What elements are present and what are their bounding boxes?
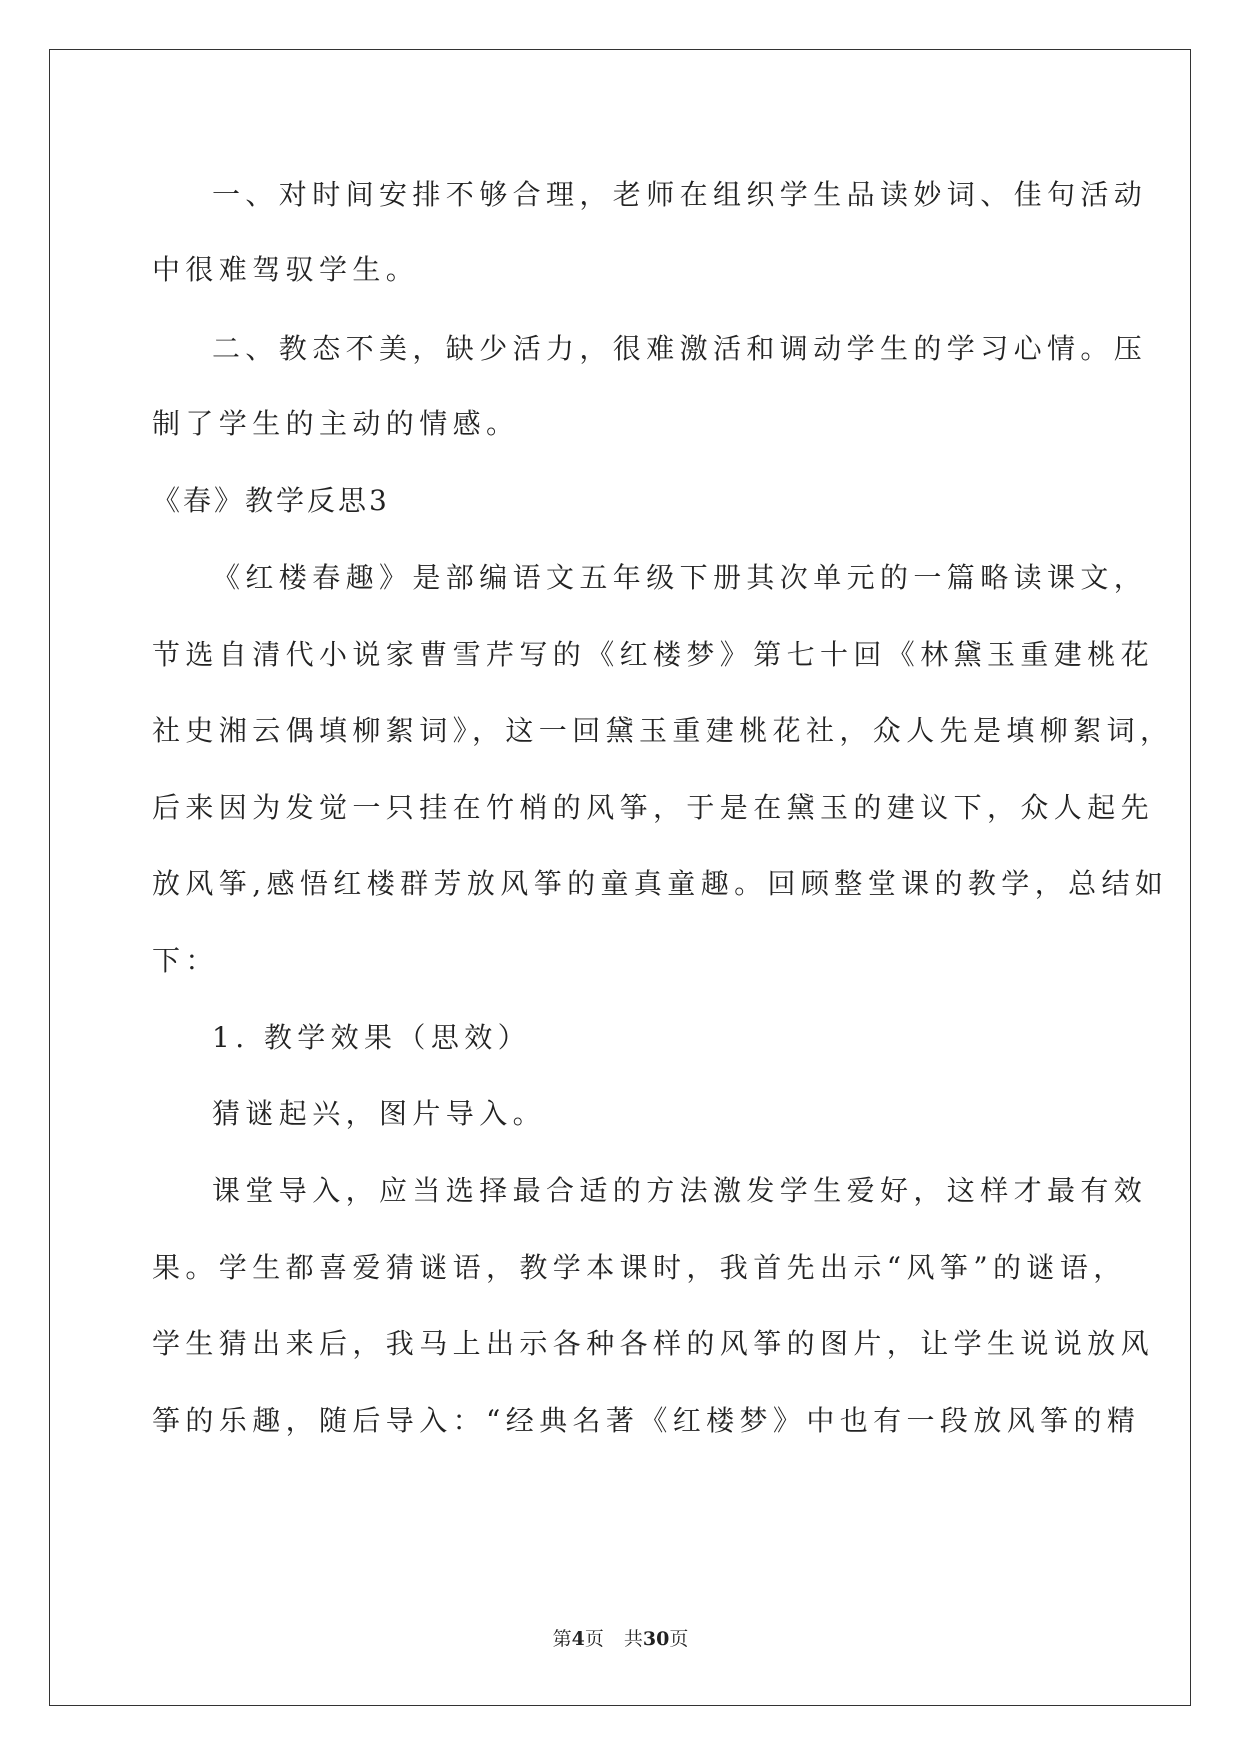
paragraph-line: 放风筝,感悟红楼群芳放风筝的童真童趣。回顾整堂课的教学，总结如	[152, 867, 1169, 900]
total-prefix: 共	[623, 1628, 643, 1650]
paragraph-line: 猜谜起兴，图片导入。	[212, 1097, 547, 1130]
paragraph-line: 果。学生都喜爱猜谜语，教学本课时，我首先出示“风筝”的谜语，	[152, 1251, 1127, 1284]
paragraph-line: 《红楼春趣》是部编语文五年级下册其次单元的一篇略读课文，	[212, 561, 1148, 594]
total-suffix: 页	[669, 1628, 689, 1650]
paragraph-line: 下：	[152, 944, 219, 977]
page-number: 4	[571, 1628, 585, 1650]
page-suffix: 页	[584, 1628, 604, 1650]
total-pages: 30	[642, 1628, 670, 1650]
page-footer	[0, 1627, 1241, 1651]
paragraph-line: 学生猜出来后，我马上出示各种各样的风筝的图片，让学生说说放风	[152, 1327, 1155, 1360]
paragraph-line: 节选自清代小说家曹雪芹写的《红楼梦》第七十回《林黛玉重建桃花	[152, 638, 1155, 671]
paragraph-line: 社史湘云偶填柳絮词》，这一回黛玉重建桃花社，众人先是填柳絮词，	[152, 714, 1174, 747]
paragraph-line: 中很难驾驭学生。	[152, 253, 420, 286]
page-prefix: 第	[552, 1628, 572, 1650]
paragraph-line: 二、教态不美，缺少活力，很难激活和调动学生的学习心情。压	[212, 332, 1148, 365]
paragraph-line: 制了学生的主动的情感。	[152, 407, 520, 440]
paragraph-line: 课堂导入，应当选择最合适的方法激发学生爱好，这样才最有效	[212, 1174, 1148, 1207]
numbered-heading: 1. 教学效果（思效）	[212, 1021, 532, 1054]
paragraph-line: 后来因为发觉一只挂在竹梢的风筝，于是在黛玉的建议下，众人起先	[152, 791, 1155, 824]
paragraph-line: 筝的乐趣，随后导入：“经典名著《红楼梦》中也有一段放风筝的精	[152, 1404, 1141, 1437]
paragraph-line: 一、对时间安排不够合理，老师在组织学生品读妙词、佳句活动	[212, 178, 1148, 211]
section-heading: 《春》教学反思3	[152, 484, 390, 517]
